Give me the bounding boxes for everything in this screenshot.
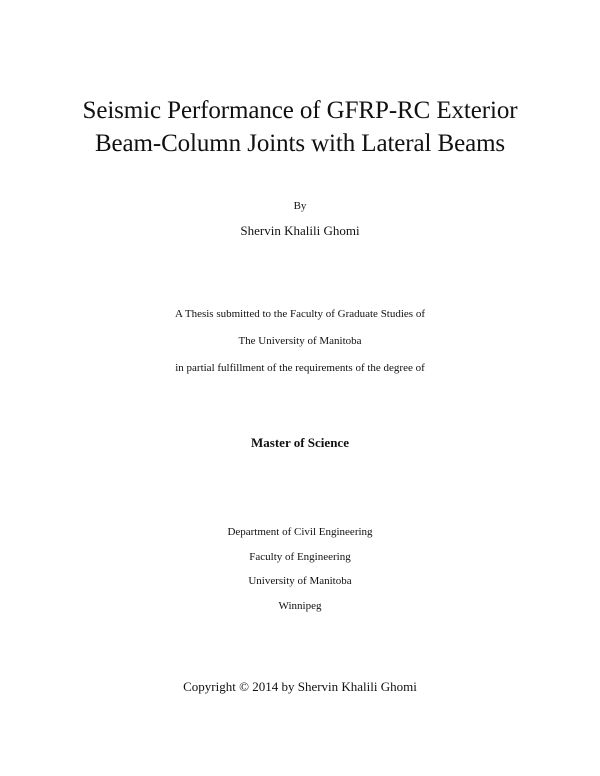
- university-name: University of Manitoba: [248, 575, 352, 587]
- author-name: Shervin Khalili Ghomi: [240, 223, 360, 238]
- submission-line-3: in partial fulfillment of the requirements of the degree of: [175, 362, 425, 374]
- by-label: By: [293, 200, 307, 212]
- department-name: Department of Civil Engineering: [227, 526, 373, 538]
- faculty-name: Faculty of Engineering: [249, 551, 351, 563]
- submission-line-1: A Thesis submitted to the Faculty of Graduate Studies of: [174, 308, 425, 320]
- title-line-1: Seismic Performance of GFRP-RC Exterior: [82, 97, 518, 124]
- city-name: Winnipeg: [278, 600, 322, 612]
- degree-title: Master of Science: [251, 435, 349, 450]
- copyright-notice: Copyright © 2014 by Shervin Khalili Ghomi: [183, 679, 417, 694]
- title-line-2: Beam-Column Joints with Lateral Beams: [94, 130, 506, 157]
- submission-line-2: The University of Manitoba: [238, 335, 362, 347]
